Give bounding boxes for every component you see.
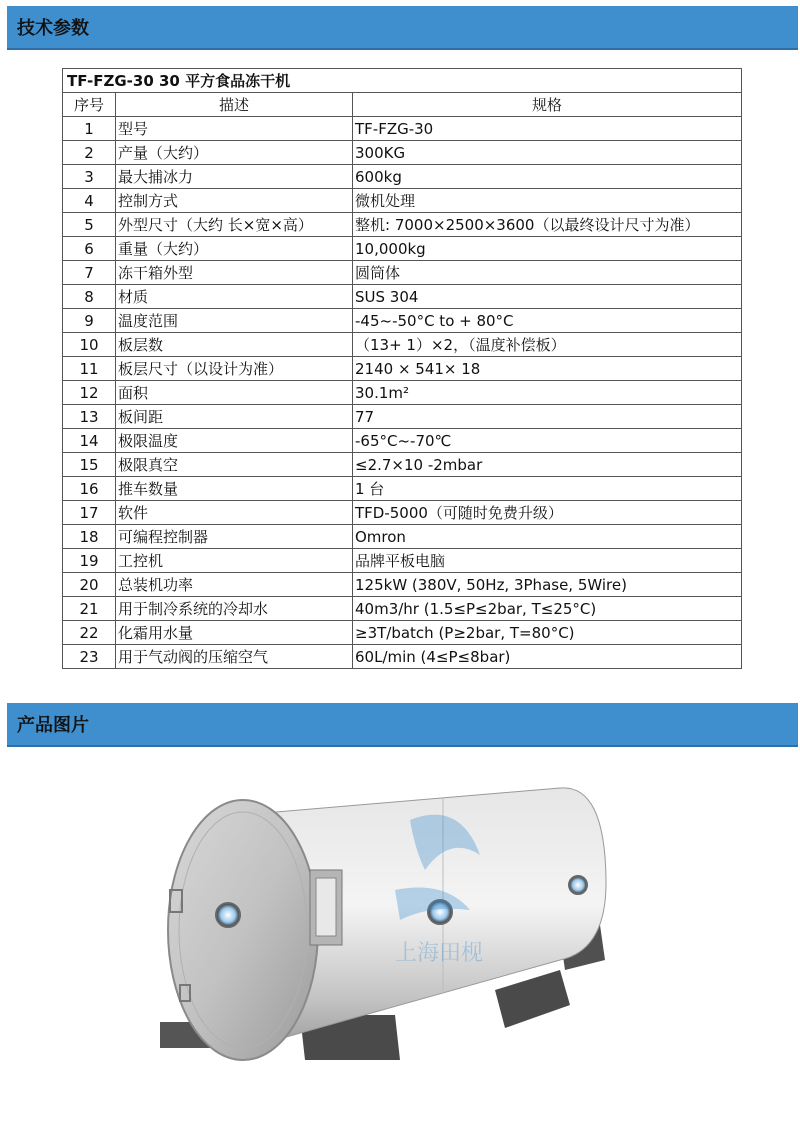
table-row	[63, 261, 742, 285]
row-number: 17	[63, 501, 116, 525]
row-description: 推车数量	[116, 477, 353, 501]
table-row	[63, 477, 742, 501]
row-description: 控制方式	[116, 189, 353, 213]
row-spec: 1 台	[353, 477, 742, 501]
row-number: 21	[63, 597, 116, 621]
door-view-window	[216, 903, 240, 927]
row-number: 7	[63, 261, 116, 285]
row-spec: 2140 × 541× 18	[353, 357, 742, 381]
row-description: 化霜用水量	[116, 621, 353, 645]
table-row	[63, 621, 742, 645]
table-row	[63, 117, 742, 141]
row-spec: -45~-50°C to + 80°C	[353, 309, 742, 333]
table-row	[63, 165, 742, 189]
table-row	[63, 285, 742, 309]
table-title-row	[63, 69, 742, 93]
table-row	[63, 189, 742, 213]
row-number: 19	[63, 549, 116, 573]
row-number: 15	[63, 453, 116, 477]
row-description: 工控机	[116, 549, 353, 573]
table-row	[63, 549, 742, 573]
row-spec: TF-FZG-30	[353, 117, 742, 141]
freeze-dryer-photo	[160, 760, 640, 1110]
row-description: 温度范围	[116, 309, 353, 333]
table-title: TF-FZG-30 30 平方食品冻干机	[63, 69, 742, 93]
section-header-tech-params	[7, 6, 798, 50]
section-title: 产品图片	[17, 715, 89, 736]
row-spec: 60L/min (4≤P≤8bar)	[353, 645, 742, 669]
table-row	[63, 597, 742, 621]
row-spec: 10,000kg	[353, 237, 742, 261]
row-number: 16	[63, 477, 116, 501]
table-row	[63, 453, 742, 477]
table-row	[63, 213, 742, 237]
row-description: 极限温度	[116, 429, 353, 453]
row-spec: 125kW (380V, 50Hz, 3Phase, 5Wire)	[353, 573, 742, 597]
row-number: 18	[63, 525, 116, 549]
row-description: 总装机功率	[116, 573, 353, 597]
section-header-product-photos	[7, 703, 798, 747]
row-number: 1	[63, 117, 116, 141]
row-number: 14	[63, 429, 116, 453]
chamber-door	[168, 800, 318, 1060]
row-description: 重量（大约）	[116, 237, 353, 261]
row-description: 板层数	[116, 333, 353, 357]
row-number: 6	[63, 237, 116, 261]
row-number: 12	[63, 381, 116, 405]
row-spec: 30.1m²	[353, 381, 742, 405]
row-spec: 圆筒体	[353, 261, 742, 285]
row-description: 型号	[116, 117, 353, 141]
table-row	[63, 309, 742, 333]
row-description: 可编程控制器	[116, 525, 353, 549]
row-number: 9	[63, 309, 116, 333]
row-spec: 300KG	[353, 141, 742, 165]
row-number: 4	[63, 189, 116, 213]
row-description: 极限真空	[116, 453, 353, 477]
row-spec: ≤2.7×10 -2mbar	[353, 453, 742, 477]
row-spec: 40m3/hr (1.5≤P≤2bar, T≤25°C)	[353, 597, 742, 621]
table-header-row	[63, 93, 742, 117]
row-number: 5	[63, 213, 116, 237]
row-description: 材质	[116, 285, 353, 309]
row-spec: 微机处理	[353, 189, 742, 213]
table-row	[63, 645, 742, 669]
table-row	[63, 429, 742, 453]
row-spec: -65°C~-70℃	[353, 429, 742, 453]
row-description: 外型尺寸（大约 长×宽×高）	[116, 213, 353, 237]
row-description: 冻干箱外型	[116, 261, 353, 285]
row-spec: 整机: 7000×2500×3600（以最终设计尺寸为准）	[353, 213, 742, 237]
row-number: 3	[63, 165, 116, 189]
row-number: 2	[63, 141, 116, 165]
header-no: 序号	[63, 93, 116, 117]
row-spec: SUS 304	[353, 285, 742, 309]
header-desc: 描述	[116, 93, 353, 117]
row-spec: 品牌平板电脑	[353, 549, 742, 573]
row-spec: 600kg	[353, 165, 742, 189]
row-number: 23	[63, 645, 116, 669]
table-row	[63, 501, 742, 525]
watermark-text: 上海田枧	[395, 941, 484, 966]
row-description: 最大捕冰力	[116, 165, 353, 189]
table-row	[63, 405, 742, 429]
row-spec: 77	[353, 405, 742, 429]
side-view-window	[569, 876, 587, 894]
table-row	[63, 141, 742, 165]
row-description: 产量（大约）	[116, 141, 353, 165]
header-spec: 规格	[353, 93, 742, 117]
row-description: 板层尺寸（以设计为准）	[116, 357, 353, 381]
row-number: 20	[63, 573, 116, 597]
table-row	[63, 333, 742, 357]
spec-table	[62, 68, 742, 669]
table-row	[63, 381, 742, 405]
table-row	[63, 525, 742, 549]
row-spec: （13+ 1）×2，（温度补偿板）	[353, 333, 742, 357]
table-row	[63, 573, 742, 597]
row-description: 用于制冷系统的冷却水	[116, 597, 353, 621]
table-row	[63, 357, 742, 381]
row-number: 13	[63, 405, 116, 429]
row-description: 板间距	[116, 405, 353, 429]
table-row	[63, 237, 742, 261]
row-description: 面积	[116, 381, 353, 405]
row-description: 用于气动阀的压缩空气	[116, 645, 353, 669]
row-spec: TFD-5000（可随时免费升级）	[353, 501, 742, 525]
row-spec: ≥3T/batch (P≥2bar, T=80°C)	[353, 621, 742, 645]
row-description: 软件	[116, 501, 353, 525]
row-spec: Omron	[353, 525, 742, 549]
row-number: 8	[63, 285, 116, 309]
section-title: 技术参数	[17, 18, 89, 39]
row-number: 10	[63, 333, 116, 357]
row-number: 11	[63, 357, 116, 381]
row-number: 22	[63, 621, 116, 645]
